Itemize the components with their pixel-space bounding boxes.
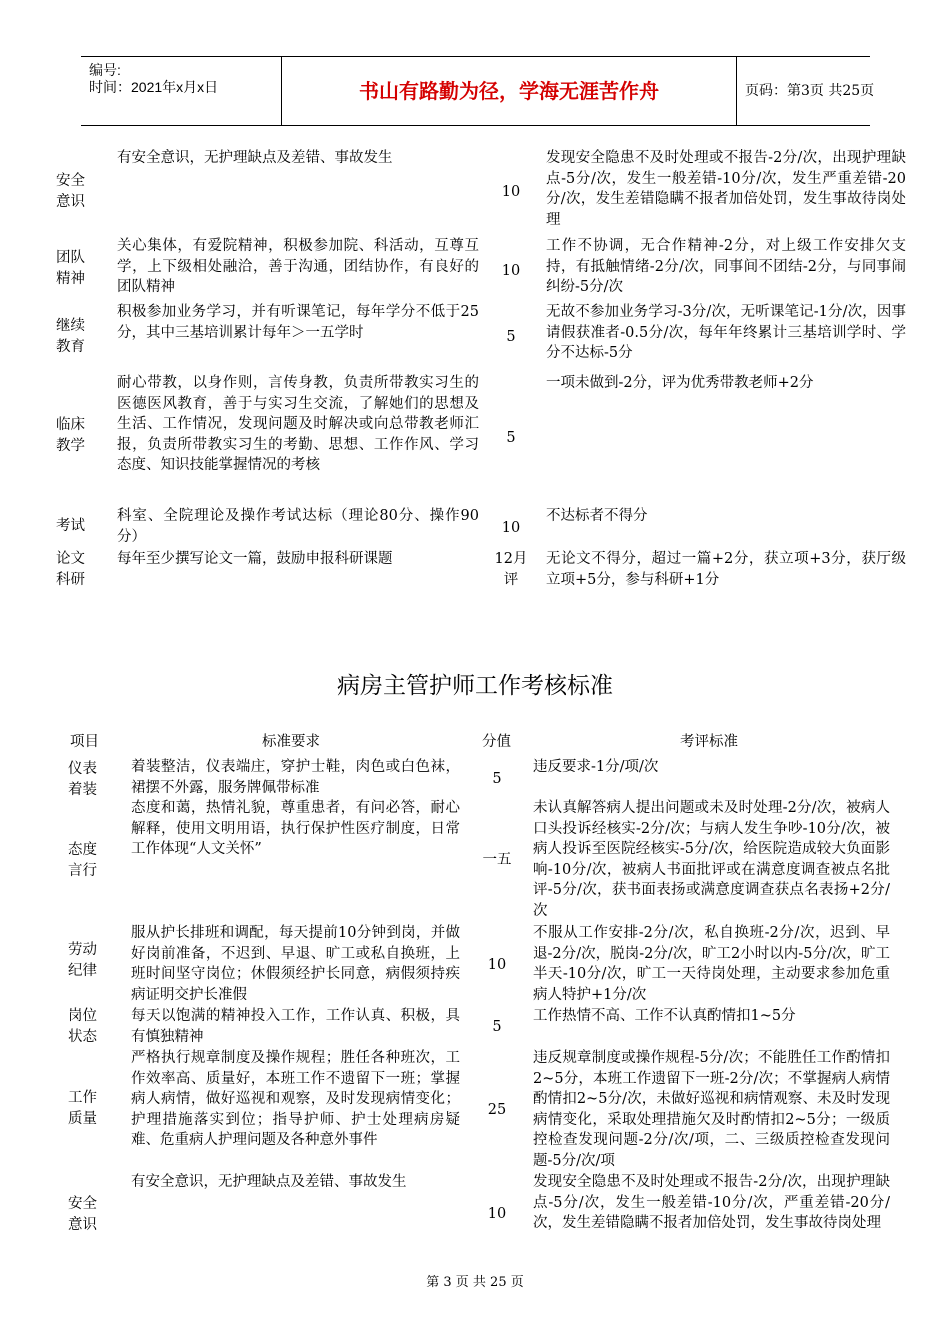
row-requirement: 积极参加业务学习，并有听课笔记，每年学分不低于25分，其中三基培训累计每年＞一五学时 xyxy=(117,304,479,341)
row-requirement: 严格执行规章制度及操作规程；胜任各种班次，工作效率高、质量好，本班工作不遗留下一班；掌握病人病情，做好巡视和观察，及时发现病情变化；护理措施落实到位；指导护师、护士处理病房疑难、危重病人护理问题及各种意外事件 xyxy=(131,1050,460,1148)
row-requirement: 有安全意识，无护理缺点及差错、事故发生 xyxy=(131,1174,407,1190)
row-score: 12月评 xyxy=(494,551,528,588)
row-requirement: 耐心带教，以身作则，言传身教，负责所带教实习生的医德医风教育，善于与实习生交流，了解她们的思想及生活、工作情况，发现问题及时解决或向总带教老师汇报，负责所带教实习生的考勤、思想、工作作风、学习态度、知识技能掌握情况的考核 xyxy=(117,375,479,473)
row-criteria: 无故不参加业务学习-3分/次，无听课笔记-1分/次，因事请假获准者-0.5分/次，每年年终累计三基培训学时、学分不达标-5分 xyxy=(546,304,906,361)
row-score: 一五 xyxy=(482,852,512,868)
row-score: 5 xyxy=(506,430,516,446)
row-category: 考试 xyxy=(56,518,85,534)
row-category: 仪表着装 xyxy=(68,761,97,798)
row-category: 劳动纪律 xyxy=(68,942,97,979)
row-criteria: 违反要求-1分/项/次 xyxy=(533,759,659,775)
row-requirement: 着装整洁，仪表端庄，穿护士鞋，肉色或白色袜，裙摆不外露，服务牌佩带标准 xyxy=(131,759,460,796)
section-title: 病房主管护师工作考核标准 xyxy=(337,673,613,699)
row-score: 5 xyxy=(506,329,516,345)
row-requirement: 每天以饱满的精神投入工作，工作认真、积极，具有慎独精神 xyxy=(131,1008,460,1045)
row-requirement: 每年至少撰写论文一篇，鼓励申报科研课题 xyxy=(117,551,393,567)
header-motto: 书山有路勤为径，学海无涯苦作舟 xyxy=(281,57,737,125)
row-category: 团队精神 xyxy=(56,250,85,287)
row-category: 临床教学 xyxy=(56,417,85,454)
row-score: 10 xyxy=(501,184,521,200)
row-requirement: 有安全意识，无护理缺点及差错、事故发生 xyxy=(117,150,393,166)
row-category: 工作质量 xyxy=(68,1090,97,1127)
row-criteria: 工作不协调，无合作精神-2分，对上级工作安排欠支持，有抵触情绪-2分/次，同事间不团结-2分，与同事闹纠纷-5分/次 xyxy=(546,238,906,295)
row-score: 5 xyxy=(492,771,502,787)
header-criteria: 考评标准 xyxy=(680,734,738,750)
row-criteria: 发现安全隐患不及时处理或不报告-2分/次，出现护理缺点-5分/次，发生一般差错-10分/次，发生严重差错-20分/次，发生差错隐瞒不报者加倍处罚，发生事故待岗处理 xyxy=(546,150,906,228)
row-criteria: 不服从工作安排-2分/次，私自换班-2分/次，迟到、早退-2分/次，脱岗-2分/次，旷工2小时以内-5分/次，旷工半天-10分/次，旷工一天待岗处理，主动要求参加危重病人特护+1分/次 xyxy=(533,925,890,1003)
header-meta xyxy=(89,57,289,125)
row-score: 10 xyxy=(487,1206,507,1222)
row-category: 继续教育 xyxy=(56,318,85,355)
header-page-info: 页码：第3页 共25页 xyxy=(745,83,875,99)
page-header xyxy=(81,56,875,126)
row-score: 10 xyxy=(487,957,507,973)
row-requirement: 服从护长排班和调配，每天提前10分钟到岗，并做好岗前准备，不迟到、早退、旷工或私自换班，上班时间坚守岗位；休假须经护长同意，病假须持疾病证明交护长准假 xyxy=(131,925,460,1003)
row-category: 态度言行 xyxy=(68,842,97,879)
row-criteria: 工作热情不高、工作不认真酌情扣1~5分 xyxy=(533,1008,796,1024)
row-criteria: 一项未做到-2分，评为优秀带教老师+2分 xyxy=(546,375,814,391)
header-requirement: 标准要求 xyxy=(262,734,320,750)
page-footer: 第 3 页 共 25 页 xyxy=(426,1275,524,1290)
row-category: 安全意识 xyxy=(56,173,85,210)
row-criteria: 未认真解答病人提出问题或未及时处理-2分/次，被病人口头投诉经核实-2分/次；与病人发生争吵-10分/次，被病人投诉至医院经核实-5分/次，给医院造成较大负面影响-10分/次，被病人书面批评或在满意度调查被点名批评-5分/次，获书面表扬或满意度调查获点名表扬+2分/次 xyxy=(533,800,890,919)
row-category: 岗位状态 xyxy=(68,1008,97,1045)
row-score: 10 xyxy=(501,263,521,279)
row-score: 25 xyxy=(487,1102,507,1118)
row-requirement: 关心集体，有爱院精神，积极参加院、科活动，互尊互学，上下级相处融洽，善于沟通，团结协作，有良好的团队精神 xyxy=(117,238,479,295)
row-requirement: 科室、全院理论及操作考试达标（理论80分、操作90分） xyxy=(117,508,479,545)
row-category: 安全意识 xyxy=(68,1196,97,1233)
row-score: 10 xyxy=(501,520,521,536)
row-criteria: 无论文不得分，超过一篇+2分，获立项+3分，获厅级立项+5分，参与科研+1分 xyxy=(546,551,906,588)
row-criteria: 发现安全隐患不及时处理或不报告-2分/次，出现护理缺点-5分/次，发生一般差错-10分/次，严重差错-20分/次，发生差错隐瞒不报者加倍处罚，发生事故待岗处理 xyxy=(533,1174,890,1231)
row-category: 论文科研 xyxy=(56,551,85,588)
row-criteria: 不达标者不得分 xyxy=(546,508,648,524)
row-criteria: 违反规章制度或操作规程-5分/次；不能胜任工作酌情扣2~5分，本班工作遗留下一班-2分/次；不掌握病人病情酌情扣2~5分/次，未做好巡视和病情观察、未及时发现病情变化，采取处理措施欠及时酌情扣2~5分；一级质控检查发现问题-2分/次/项，二、三级质控检查发现问题-5分/次/项 xyxy=(533,1050,890,1169)
header-category: 项目 xyxy=(70,734,99,750)
row-score: 5 xyxy=(492,1019,502,1035)
time-label: 时间：2021年x月x日 xyxy=(89,79,219,95)
header-score: 分值 xyxy=(482,734,511,750)
row-requirement: 态度和蔼，热情礼貌，尊重患者，有问必答，耐心解释，使用文明用语，执行保护性医疗制度，日常工作体现“人文关怀” xyxy=(131,800,460,857)
number-label: 编号: xyxy=(89,62,121,78)
